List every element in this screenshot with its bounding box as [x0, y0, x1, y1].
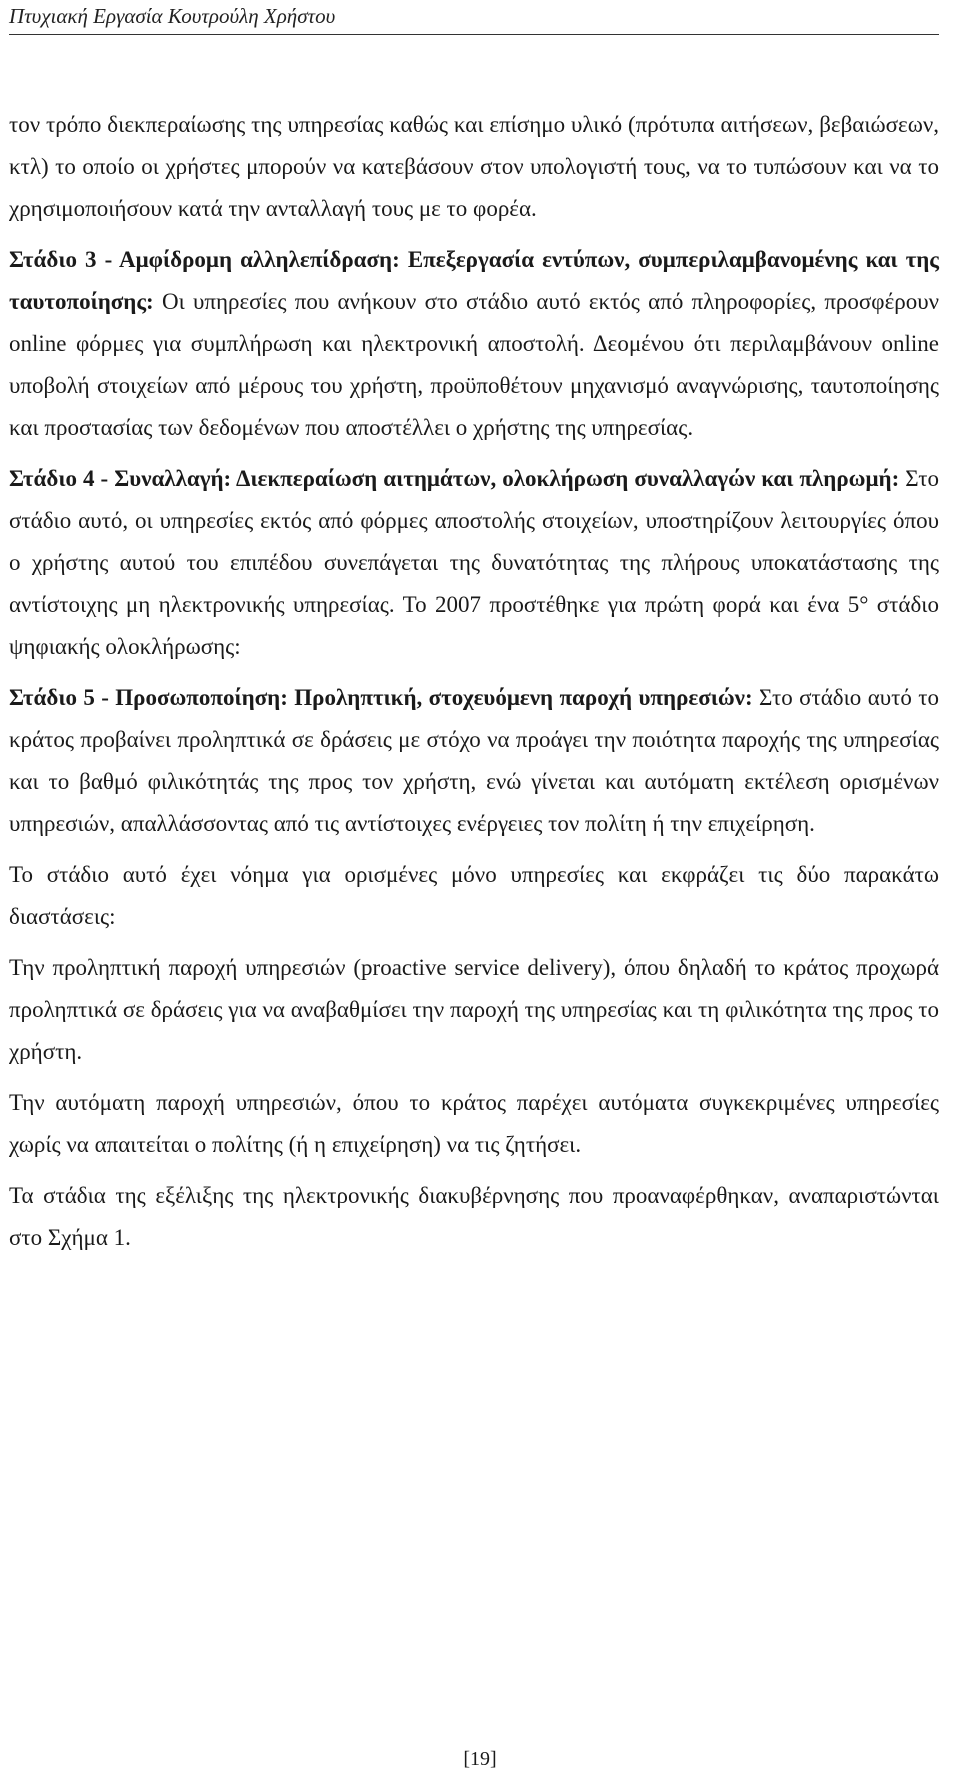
- paragraph-continuation: [9, 104, 939, 230]
- paragraph-automatic-delivery: [9, 1082, 939, 1166]
- paragraph-text: Στο στάδιο αυτό, οι υπηρεσίες εκτός από φόρμες αποστολής στοιχείων, υποστηρίζουν λειτουργίες όπου ο χρήστης αυτού του επιπέδου συνεπάγεται της δυνατότητας της πλήρους υποκατάστασης της αντίστοιχης μη ηλεκτρονικής υπηρεσίας. Το 2007 προστέθηκε για πρώτη φορά και ένα 5° στάδιο ψηφιακής ολοκλήρωσης:: [9, 466, 940, 659]
- paragraph-figure-reference: [9, 1175, 939, 1259]
- paragraph-proactive-delivery: [9, 947, 939, 1073]
- paragraph-stage-5: [9, 677, 939, 845]
- document-body: [9, 104, 939, 1259]
- stage-5-heading: Στάδιο 5 - Προσωποποίηση: Προληπτική, στοχευόμενη παροχή υπηρεσιών:: [9, 685, 753, 710]
- stage-3-heading: Στάδιο 3 - Αμφίδρομη αλληλεπίδραση: Επεξεργασία εντύπων, συμπεριλαμβανομένης και της ταυτοποίησης:: [9, 247, 939, 314]
- header-title: Πτυχιακή Εργασία Κουτρούλη Χρήστου: [9, 4, 336, 28]
- paragraph-text: Τα στάδια της εξέλιξης της ηλεκτρονικής διακυβέρνησης που προαναφέρθηκαν, αναπαριστώνται στο Σχήμα 1.: [9, 1183, 939, 1250]
- paragraph-text: Την αυτόματη παροχή υπηρεσιών, όπου το κράτος παρέχει αυτόματα συγκεκριμένες υπηρεσίες χωρίς να απαιτείται ο πολίτης (ή η επιχείρηση) να τις ζητήσει.: [9, 1090, 939, 1157]
- paragraph-text: τον τρόπο διεκπεραίωσης της υπηρεσίας καθώς και επίσημο υλικό (πρότυπα αιτήσεων, βεβαιώσεων, κτλ) το οποίο οι χρήστες μπορούν να κατεβάσουν στον υπολογιστή τους, να το τυπώσουν και να το χρησιμοποιήσουν κατά την ανταλλαγή τους με το φορέα.: [9, 112, 939, 221]
- paragraph-stage-4: [9, 458, 939, 668]
- stage-4-heading: Στάδιο 4 - Συναλλαγή: Διεκπεραίωση αιτημάτων, ολοκλήρωση συναλλαγών και πληρωμή:: [9, 466, 900, 491]
- page-number: [19]: [463, 1748, 497, 1770]
- paragraph-text: Την προληπτική παροχή υπηρεσιών (proactive service delivery), όπου δηλαδή το κράτος προχωρά προληπτικά σε δράσεις για να αναβαθμίσει την παροχή της υπηρεσίας και τη φιλικότητα της προς το χρήστη.: [9, 955, 939, 1064]
- paragraph-stage-3: [9, 239, 939, 449]
- paragraph-text: Οι υπηρεσίες που ανήκουν στο στάδιο αυτό εκτός από πληροφορίες, προσφέρουν online φόρμες για συμπλήρωση και ηλεκτρονική αποστολή. Δεομένου ότι περιλαμβάνουν online υποβολή στοιχείων από μέρους του χρήστη, προϋποθέτουν μηχανισμό αναγνώρισης, ταυτοποίησης και προστασίας των δεδομένων που αποστέλλει ο χρήστης της υπηρεσίας.: [9, 289, 939, 440]
- page-header: [9, 0, 939, 35]
- paragraph-dimensions-intro: [9, 854, 939, 938]
- paragraph-text: Στο στάδιο αυτό το κράτος προβαίνει προληπτικά σε δράσεις με στόχο να προάγει την ποιότητα παροχής της υπηρεσίας και το βαθμό φιλικότητάς της προς τον χρήστη, ενώ γίνεται και αυτόματη εκτέλεση ορισμένων υπηρεσιών, απαλλάσσοντας από τις αντίστοιχες ενέργειες τον πολίτη ή την επιχείρηση.: [9, 685, 939, 836]
- paragraph-text: Το στάδιο αυτό έχει νόημα για ορισμένες μόνο υπηρεσίες και εκφράζει τις δύο παρακάτω διαστάσεις:: [9, 862, 939, 929]
